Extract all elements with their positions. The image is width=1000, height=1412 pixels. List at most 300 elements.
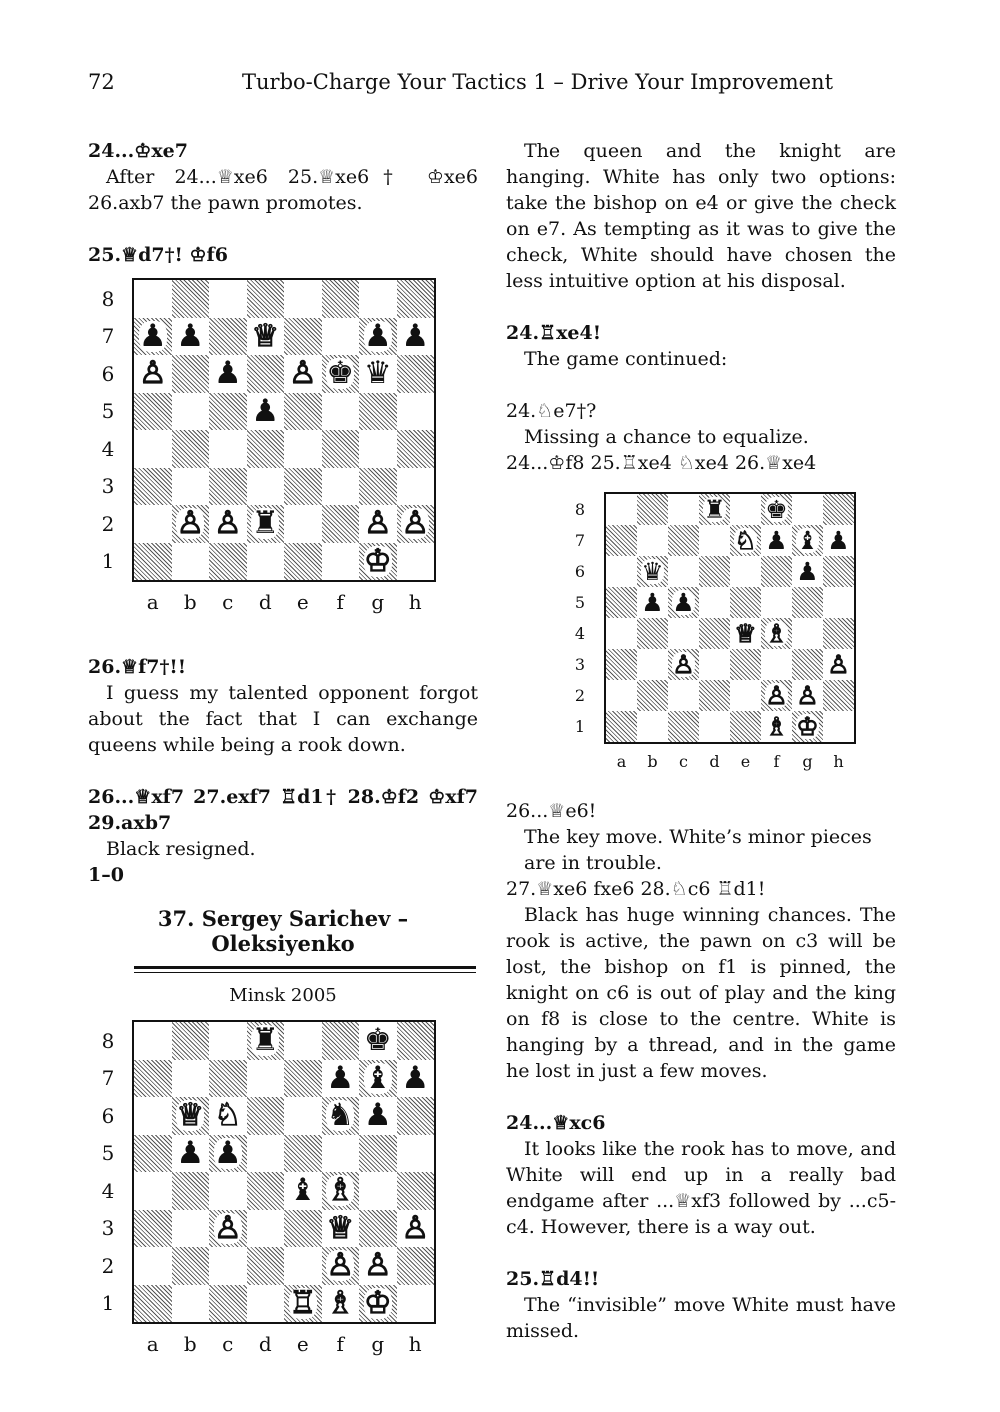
square-c4 bbox=[209, 1172, 247, 1210]
rank-label: 7 bbox=[101, 324, 115, 349]
white-bishop-icon: ♗ bbox=[326, 1284, 355, 1321]
square-a6 bbox=[606, 556, 637, 587]
left-column bbox=[88, 138, 478, 1366]
square-a5 bbox=[134, 393, 172, 431]
square-h4 bbox=[397, 430, 435, 468]
square-g7 bbox=[792, 525, 823, 556]
square-h7 bbox=[397, 1060, 435, 1098]
square-e5 bbox=[284, 1135, 322, 1173]
file-label: d bbox=[258, 590, 272, 614]
square-g8 bbox=[359, 1022, 397, 1060]
white-pawn-icon: ♙ bbox=[326, 1247, 355, 1284]
square-h3 bbox=[397, 1210, 435, 1248]
square-d3 bbox=[247, 468, 285, 506]
square-b7 bbox=[637, 525, 668, 556]
square-a6 bbox=[134, 355, 172, 393]
square-h2 bbox=[397, 1247, 435, 1285]
square-a3 bbox=[134, 1210, 172, 1248]
file-label: b bbox=[183, 590, 197, 614]
square-e5 bbox=[284, 393, 322, 431]
paragraph: The queen and the knight are hanging. White has only two options: take the bishop on e4 or give the check on e7. As tempting as it was to give the check, White should have chosen the less intuitive option at his disposal. bbox=[506, 140, 896, 292]
square-h7 bbox=[823, 525, 854, 556]
right-column bbox=[506, 138, 896, 1344]
square-e1 bbox=[284, 543, 322, 581]
square-h4 bbox=[397, 1172, 435, 1210]
square-e3 bbox=[284, 468, 322, 506]
white-pawn-icon: ♙ bbox=[765, 681, 788, 710]
square-d8 bbox=[699, 494, 730, 525]
square-c7 bbox=[668, 525, 699, 556]
rank-label: 5 bbox=[101, 399, 115, 424]
black-king-icon: ♚ bbox=[363, 1022, 392, 1059]
paragraph: Black resigned. bbox=[106, 838, 256, 860]
square-g7 bbox=[359, 318, 397, 356]
square-g5 bbox=[359, 393, 397, 431]
square-h6 bbox=[823, 556, 854, 587]
square-a5 bbox=[134, 1135, 172, 1173]
square-h1 bbox=[397, 543, 435, 581]
rank-label: 4 bbox=[101, 436, 115, 461]
rank-label: 6 bbox=[101, 361, 115, 386]
square-c7 bbox=[209, 318, 247, 356]
square-f3 bbox=[322, 1210, 360, 1248]
black-queen-icon: ♛ bbox=[363, 355, 392, 392]
square-g3 bbox=[359, 1210, 397, 1248]
file-label: f bbox=[336, 590, 344, 614]
black-pawn-icon: ♟ bbox=[641, 588, 664, 617]
white-pawn-icon: ♙ bbox=[213, 1209, 242, 1246]
square-a3 bbox=[606, 649, 637, 680]
move-line: 26...♕xf7 27.exf7 ♖d1† 28.♔f2 ♔xf7 29.axb7 bbox=[88, 786, 478, 834]
paragraph: It looks like the rook has to move, and White will end up in a really bad endgame after ...♕xf3 followed by ...c5-c4. However, there is a way out. bbox=[506, 1138, 896, 1238]
rank-label: 3 bbox=[574, 654, 586, 674]
square-d5 bbox=[699, 587, 730, 618]
game-venue: Minsk 2005 bbox=[229, 985, 337, 1006]
square-g2 bbox=[359, 505, 397, 543]
square-c1 bbox=[209, 1285, 247, 1323]
square-c3 bbox=[209, 468, 247, 506]
chessboard bbox=[132, 1020, 436, 1324]
rank-label: 8 bbox=[574, 499, 586, 519]
square-h6 bbox=[397, 355, 435, 393]
white-queen-icon: ♕ bbox=[251, 317, 280, 354]
square-b2 bbox=[172, 505, 210, 543]
square-g2 bbox=[792, 680, 823, 711]
square-d1 bbox=[247, 543, 285, 581]
file-label: c bbox=[679, 752, 688, 771]
file-label: d bbox=[709, 752, 720, 771]
file-label: e bbox=[740, 752, 751, 771]
file-label: e bbox=[296, 1332, 309, 1356]
square-d2 bbox=[247, 1247, 285, 1285]
file-label: d bbox=[258, 1332, 272, 1356]
square-a2 bbox=[134, 505, 172, 543]
black-pawn-icon: ♟ bbox=[213, 355, 242, 392]
square-c2 bbox=[209, 505, 247, 543]
square-b5 bbox=[637, 587, 668, 618]
square-b8 bbox=[172, 280, 210, 318]
square-a4 bbox=[134, 430, 172, 468]
square-c8 bbox=[668, 494, 699, 525]
square-c7 bbox=[209, 1060, 247, 1098]
square-d5 bbox=[247, 1135, 285, 1173]
square-d7 bbox=[247, 318, 285, 356]
square-f8 bbox=[322, 280, 360, 318]
square-a4 bbox=[606, 618, 637, 649]
white-pawn-icon: ♙ bbox=[138, 355, 167, 392]
square-d3 bbox=[699, 649, 730, 680]
square-b1 bbox=[172, 543, 210, 581]
square-a1 bbox=[134, 543, 172, 581]
square-f1 bbox=[761, 711, 792, 742]
file-label: g bbox=[802, 752, 813, 771]
game-heading: 37. Sergey Sarichev – Oleksiyenko bbox=[157, 906, 409, 956]
rank-label: 2 bbox=[574, 685, 586, 705]
square-g4 bbox=[359, 430, 397, 468]
square-b4 bbox=[172, 1172, 210, 1210]
white-rook-icon: ♖ bbox=[288, 1284, 317, 1321]
rank-label: 7 bbox=[101, 1066, 115, 1091]
white-pawn-icon: ♙ bbox=[796, 681, 819, 710]
black-rook-icon: ♜ bbox=[251, 505, 280, 542]
square-d8 bbox=[247, 280, 285, 318]
black-rook-icon: ♜ bbox=[703, 495, 726, 524]
square-h4 bbox=[823, 618, 854, 649]
square-f4 bbox=[322, 1172, 360, 1210]
white-pawn-icon: ♙ bbox=[363, 1247, 392, 1284]
square-g8 bbox=[792, 494, 823, 525]
paragraph: The key move. White’s minor pieces are in trouble. bbox=[524, 826, 872, 874]
square-a1 bbox=[134, 1285, 172, 1323]
move-line: 24.♘e7†? bbox=[506, 400, 597, 422]
square-h1 bbox=[823, 711, 854, 742]
square-a7 bbox=[606, 525, 637, 556]
square-b3 bbox=[637, 649, 668, 680]
square-h2 bbox=[823, 680, 854, 711]
square-g1 bbox=[359, 543, 397, 581]
square-f3 bbox=[322, 468, 360, 506]
square-g7 bbox=[359, 1060, 397, 1098]
square-h3 bbox=[823, 649, 854, 680]
square-b2 bbox=[172, 1247, 210, 1285]
square-c6 bbox=[668, 556, 699, 587]
square-c4 bbox=[209, 430, 247, 468]
white-pawn-icon: ♙ bbox=[176, 505, 205, 542]
square-f7 bbox=[761, 525, 792, 556]
square-a2 bbox=[134, 1247, 172, 1285]
square-e8 bbox=[730, 494, 761, 525]
square-h6 bbox=[397, 1097, 435, 1135]
square-e3 bbox=[284, 1210, 322, 1248]
square-d4 bbox=[247, 430, 285, 468]
file-label: a bbox=[146, 590, 159, 614]
square-g3 bbox=[359, 468, 397, 506]
file-label: h bbox=[833, 752, 844, 771]
square-g5 bbox=[359, 1135, 397, 1173]
rank-label: 8 bbox=[101, 1028, 115, 1053]
square-f6 bbox=[761, 556, 792, 587]
rank-label: 1 bbox=[101, 1291, 115, 1316]
square-b4 bbox=[637, 618, 668, 649]
paragraph: The “invisible” move White must have missed. bbox=[506, 1294, 896, 1342]
white-pawn-icon: ♙ bbox=[213, 505, 242, 542]
square-g3 bbox=[792, 649, 823, 680]
square-d7 bbox=[699, 525, 730, 556]
black-pawn-icon: ♟ bbox=[363, 317, 392, 354]
black-pawn-icon: ♟ bbox=[251, 392, 280, 429]
black-queen-icon: ♛ bbox=[641, 557, 664, 586]
heading-rule bbox=[134, 966, 476, 973]
square-c5 bbox=[209, 393, 247, 431]
black-pawn-icon: ♟ bbox=[213, 1134, 242, 1171]
square-a8 bbox=[134, 1022, 172, 1060]
square-c6 bbox=[209, 1097, 247, 1135]
move-line: 24...♔xe7 bbox=[88, 140, 188, 162]
square-f4 bbox=[761, 618, 792, 649]
rank-label: 6 bbox=[574, 561, 586, 581]
square-e4 bbox=[284, 430, 322, 468]
square-f8 bbox=[322, 1022, 360, 1060]
square-e2 bbox=[284, 505, 322, 543]
square-d6 bbox=[247, 355, 285, 393]
square-e1 bbox=[730, 711, 761, 742]
square-d4 bbox=[699, 618, 730, 649]
move-line: 24...♕xc6 bbox=[506, 1112, 606, 1134]
square-e7 bbox=[730, 525, 761, 556]
black-bishop-icon: ♝ bbox=[288, 1172, 317, 1209]
square-e3 bbox=[730, 649, 761, 680]
square-g8 bbox=[359, 280, 397, 318]
rank-label: 5 bbox=[574, 592, 586, 612]
square-e4 bbox=[730, 618, 761, 649]
black-pawn-icon: ♟ bbox=[827, 526, 850, 555]
square-h7 bbox=[397, 318, 435, 356]
white-queen-icon: ♕ bbox=[326, 1209, 355, 1246]
white-pawn-icon: ♙ bbox=[288, 355, 317, 392]
file-label: a bbox=[146, 1332, 159, 1356]
move-line: 27.♕xe6 fxe6 28.♘c6 ♖d1! bbox=[506, 878, 766, 900]
diagram-3 bbox=[88, 1006, 478, 1366]
move-line: 24...♔f8 25.♖xe4 ♘xe4 26.♕xe4 bbox=[506, 452, 817, 474]
square-b7 bbox=[172, 1060, 210, 1098]
square-c5 bbox=[209, 1135, 247, 1173]
square-h1 bbox=[397, 1285, 435, 1323]
square-d2 bbox=[699, 680, 730, 711]
move-line: 26...♕e6! bbox=[506, 800, 597, 822]
square-c2 bbox=[209, 1247, 247, 1285]
square-d1 bbox=[699, 711, 730, 742]
square-c5 bbox=[668, 587, 699, 618]
black-rook-icon: ♜ bbox=[251, 1022, 280, 1059]
square-h5 bbox=[397, 393, 435, 431]
rank-label: 2 bbox=[101, 511, 115, 536]
square-c1 bbox=[209, 543, 247, 581]
square-f1 bbox=[322, 543, 360, 581]
paragraph: I guess my talented opponent forgot about the fact that I can exchange queens while being a rook down. bbox=[88, 682, 478, 756]
black-knight-icon: ♞ bbox=[326, 1097, 355, 1134]
rank-label: 5 bbox=[101, 1141, 115, 1166]
square-d1 bbox=[247, 1285, 285, 1323]
running-title: Turbo-Charge Your Tactics 1 – Drive Your Improvement bbox=[242, 70, 834, 94]
game-result: 1–0 bbox=[88, 864, 124, 886]
file-label: h bbox=[408, 1332, 422, 1356]
square-g5 bbox=[792, 587, 823, 618]
square-e8 bbox=[284, 280, 322, 318]
square-b1 bbox=[172, 1285, 210, 1323]
square-c1 bbox=[668, 711, 699, 742]
file-label: f bbox=[336, 1332, 344, 1356]
black-pawn-icon: ♟ bbox=[176, 1134, 205, 1171]
square-c4 bbox=[668, 618, 699, 649]
black-pawn-icon: ♟ bbox=[176, 317, 205, 354]
diagram-1 bbox=[88, 268, 478, 654]
square-a7 bbox=[134, 1060, 172, 1098]
move-line: 24.♖xe4! bbox=[506, 322, 602, 344]
white-bishop-icon: ♗ bbox=[326, 1172, 355, 1209]
square-d6 bbox=[699, 556, 730, 587]
square-d7 bbox=[247, 1060, 285, 1098]
file-label: g bbox=[371, 1332, 385, 1356]
square-g2 bbox=[359, 1247, 397, 1285]
white-king-icon: ♔ bbox=[363, 542, 392, 579]
square-d2 bbox=[247, 505, 285, 543]
square-e7 bbox=[284, 318, 322, 356]
square-a4 bbox=[134, 1172, 172, 1210]
white-bishop-icon: ♗ bbox=[765, 619, 788, 648]
square-h5 bbox=[823, 587, 854, 618]
square-e5 bbox=[730, 587, 761, 618]
square-e1 bbox=[284, 1285, 322, 1323]
white-pawn-icon: ♙ bbox=[672, 650, 695, 679]
square-f6 bbox=[322, 355, 360, 393]
rank-label: 6 bbox=[101, 1103, 115, 1128]
rank-label: 3 bbox=[101, 1216, 115, 1241]
square-g4 bbox=[792, 618, 823, 649]
rank-label: 3 bbox=[101, 474, 115, 499]
move-line: 26.♕f7†!! bbox=[88, 656, 187, 678]
square-f7 bbox=[322, 318, 360, 356]
diagram-2 bbox=[506, 476, 896, 798]
square-g6 bbox=[359, 355, 397, 393]
square-h2 bbox=[397, 505, 435, 543]
square-c6 bbox=[209, 355, 247, 393]
square-g1 bbox=[792, 711, 823, 742]
square-g4 bbox=[359, 1172, 397, 1210]
chessboard bbox=[132, 278, 436, 582]
black-pawn-icon: ♟ bbox=[138, 317, 167, 354]
square-b6 bbox=[172, 355, 210, 393]
file-label: a bbox=[616, 752, 627, 771]
square-e6 bbox=[730, 556, 761, 587]
black-pawn-icon: ♟ bbox=[326, 1059, 355, 1096]
square-g1 bbox=[359, 1285, 397, 1323]
square-e2 bbox=[730, 680, 761, 711]
square-h5 bbox=[397, 1135, 435, 1173]
white-pawn-icon: ♙ bbox=[827, 650, 850, 679]
square-g6 bbox=[792, 556, 823, 587]
white-queen-icon: ♕ bbox=[734, 619, 757, 648]
square-f2 bbox=[761, 680, 792, 711]
page-number: 72 bbox=[88, 70, 115, 94]
square-f4 bbox=[322, 430, 360, 468]
paragraph: Black has huge winning chances. The rook is active, the pawn on c3 will be lost, the bishop on f1 is pinned, the knight on c6 is out of play and the king on f8 is close to the centre. White is hanging by a thread, and in the game he lost in just a few moves. bbox=[506, 904, 896, 1082]
square-c3 bbox=[209, 1210, 247, 1248]
square-f8 bbox=[761, 494, 792, 525]
file-label: c bbox=[222, 590, 234, 614]
square-c2 bbox=[668, 680, 699, 711]
white-bishop-icon: ♗ bbox=[765, 712, 788, 741]
square-e7 bbox=[284, 1060, 322, 1098]
square-h8 bbox=[397, 1022, 435, 1060]
white-knight-icon: ♘ bbox=[734, 526, 757, 555]
rank-label: 4 bbox=[574, 623, 586, 643]
square-f2 bbox=[322, 1247, 360, 1285]
square-a6 bbox=[134, 1097, 172, 1135]
square-f6 bbox=[322, 1097, 360, 1135]
file-label: f bbox=[773, 752, 780, 771]
black-pawn-icon: ♟ bbox=[401, 317, 430, 354]
square-d6 bbox=[247, 1097, 285, 1135]
square-h8 bbox=[397, 280, 435, 318]
black-pawn-icon: ♟ bbox=[401, 1059, 430, 1096]
black-king-icon: ♚ bbox=[765, 495, 788, 524]
black-pawn-icon: ♟ bbox=[672, 588, 695, 617]
white-pawn-icon: ♙ bbox=[363, 505, 392, 542]
square-f2 bbox=[322, 505, 360, 543]
file-label: h bbox=[408, 590, 422, 614]
square-a8 bbox=[606, 494, 637, 525]
square-e6 bbox=[284, 355, 322, 393]
square-g6 bbox=[359, 1097, 397, 1135]
rank-label: 4 bbox=[101, 1178, 115, 1203]
square-b6 bbox=[637, 556, 668, 587]
square-a3 bbox=[134, 468, 172, 506]
square-f3 bbox=[761, 649, 792, 680]
square-h3 bbox=[397, 468, 435, 506]
white-pawn-icon: ♙ bbox=[401, 505, 430, 542]
paragraph: Missing a chance to equalize. bbox=[524, 426, 809, 448]
move-line: 25.♖d4!! bbox=[506, 1268, 600, 1290]
square-e8 bbox=[284, 1022, 322, 1060]
rank-label: 2 bbox=[101, 1253, 115, 1278]
rank-label: 1 bbox=[574, 716, 586, 736]
square-f5 bbox=[761, 587, 792, 618]
square-f5 bbox=[322, 393, 360, 431]
black-pawn-icon: ♟ bbox=[363, 1097, 392, 1134]
square-c3 bbox=[668, 649, 699, 680]
square-e6 bbox=[284, 1097, 322, 1135]
square-d3 bbox=[247, 1210, 285, 1248]
square-d8 bbox=[247, 1022, 285, 1060]
square-b8 bbox=[637, 494, 668, 525]
square-e4 bbox=[284, 1172, 322, 1210]
square-h8 bbox=[823, 494, 854, 525]
square-a1 bbox=[606, 711, 637, 742]
square-c8 bbox=[209, 280, 247, 318]
chessboard bbox=[604, 492, 856, 744]
black-pawn-icon: ♟ bbox=[796, 557, 819, 586]
move-line: 25.♕d7†! ♔f6 bbox=[88, 244, 228, 266]
white-king-icon: ♔ bbox=[363, 1284, 392, 1321]
black-king-icon: ♚ bbox=[326, 355, 355, 392]
square-b6 bbox=[172, 1097, 210, 1135]
square-d5 bbox=[247, 393, 285, 431]
white-queen-icon: ♕ bbox=[176, 1097, 205, 1134]
square-f5 bbox=[322, 1135, 360, 1173]
square-b5 bbox=[172, 393, 210, 431]
square-b3 bbox=[172, 468, 210, 506]
square-a8 bbox=[134, 280, 172, 318]
